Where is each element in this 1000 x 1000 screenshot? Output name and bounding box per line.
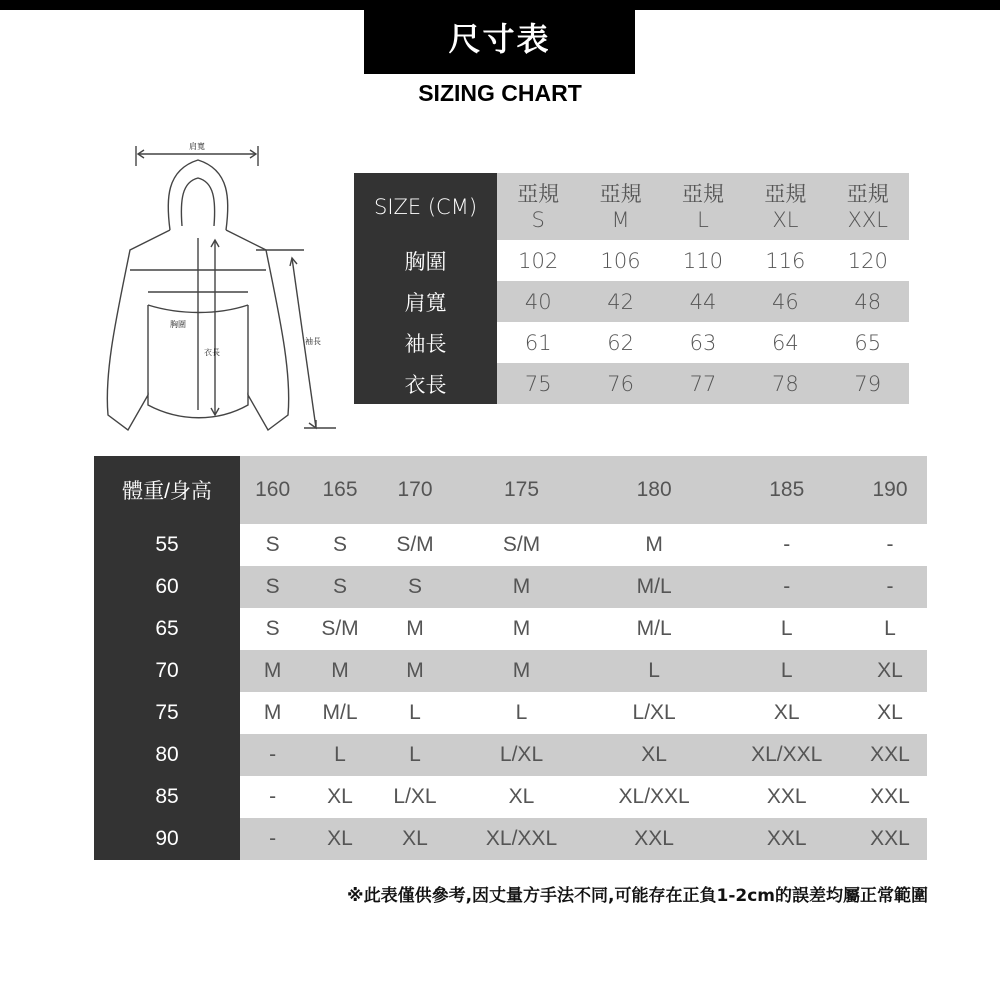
table-cell: 44 xyxy=(662,281,744,322)
size-column-header: 亞規 XL xyxy=(744,173,826,240)
table-cell: 79 xyxy=(827,363,909,404)
table-cell: XL/XXL xyxy=(720,734,853,776)
table-row xyxy=(354,240,909,281)
table-cell: M/L xyxy=(588,566,721,608)
table-cell: XL xyxy=(508,785,535,808)
table-cell: 110 xyxy=(682,248,724,273)
table-cell: S/M xyxy=(321,617,359,640)
table-cell: 76 xyxy=(579,363,661,404)
table-cell: M/L xyxy=(322,701,358,724)
table-cell: 102 xyxy=(518,248,559,273)
weight-label: 55 xyxy=(94,524,240,566)
row-label: 衣長 xyxy=(354,363,497,404)
table-cell: M xyxy=(305,650,375,692)
table-cell: XL/XXL xyxy=(618,785,690,808)
fit-guide-table xyxy=(94,456,927,860)
table-cell: XXL xyxy=(853,818,927,860)
table-cell: L xyxy=(409,701,421,724)
table-cell: - xyxy=(720,566,853,608)
table-cell: - xyxy=(240,818,305,860)
table-row xyxy=(94,566,927,608)
height-header: 175 xyxy=(455,456,588,524)
height-header: 190 xyxy=(853,456,927,524)
chest-label: 胸圍 xyxy=(170,320,186,329)
shoulder-label: 肩寬 xyxy=(189,142,205,151)
table-row xyxy=(94,524,927,566)
table-cell: M xyxy=(512,617,531,640)
length-label: 衣長 xyxy=(204,348,220,357)
table-cell: 106 xyxy=(600,248,641,273)
table-cell: XXL xyxy=(870,785,910,808)
table-cell: M xyxy=(455,566,588,608)
table-row xyxy=(354,363,909,404)
size-header-row xyxy=(354,173,909,240)
table-cell: - xyxy=(886,533,894,556)
table-cell: 120 xyxy=(847,248,888,273)
table-cell: XL xyxy=(877,701,903,724)
weight-label: 90 xyxy=(94,818,240,860)
table-cell: XL xyxy=(773,701,800,724)
table-cell: XXL xyxy=(766,785,807,808)
table-cell: S xyxy=(265,617,280,640)
table-cell: 63 xyxy=(689,330,717,355)
table-row xyxy=(354,281,909,322)
table-cell: - xyxy=(783,533,791,556)
fit-corner-cell: 體重/身高 xyxy=(94,456,240,524)
table-cell: XXL xyxy=(853,734,927,776)
weight-label: 85 xyxy=(94,776,240,818)
table-cell: L xyxy=(884,617,896,640)
table-cell: - xyxy=(269,785,277,808)
table-row xyxy=(94,692,927,734)
height-header: 160 xyxy=(240,456,305,524)
jacket-diagram xyxy=(90,130,340,440)
table-cell: 62 xyxy=(607,330,634,355)
table-cell: 77 xyxy=(662,363,744,404)
table-cell: L xyxy=(515,701,528,724)
size-column-header: 亞規 M xyxy=(579,173,661,240)
weight-label: 70 xyxy=(94,650,240,692)
table-row xyxy=(94,776,927,818)
table-row xyxy=(94,608,927,650)
table-cell: XL xyxy=(375,818,455,860)
table-cell: M xyxy=(455,650,588,692)
table-cell: L xyxy=(588,650,721,692)
table-cell: 75 xyxy=(497,363,579,404)
table-row xyxy=(94,818,927,860)
page-subtitle: SIZING CHART xyxy=(418,80,582,106)
table-cell: 78 xyxy=(744,363,826,404)
table-cell: S xyxy=(375,566,455,608)
table-cell: S xyxy=(333,533,348,556)
height-header: 180 xyxy=(588,456,721,524)
table-cell: M xyxy=(240,650,305,692)
table-cell: 40 xyxy=(497,281,579,322)
table-row xyxy=(354,322,909,363)
table-cell: 42 xyxy=(579,281,661,322)
table-cell: S xyxy=(240,566,305,608)
table-cell: 46 xyxy=(744,281,826,322)
table-cell: M/L xyxy=(636,617,672,640)
table-cell: M xyxy=(406,617,424,640)
table-cell: M xyxy=(263,701,282,724)
table-cell: L xyxy=(720,650,853,692)
weight-label: 80 xyxy=(94,734,240,776)
table-cell: S/M xyxy=(396,533,434,556)
height-header: 170 xyxy=(375,456,455,524)
weight-label: 65 xyxy=(94,608,240,650)
table-cell: 48 xyxy=(827,281,909,322)
table-cell: M xyxy=(645,533,663,556)
size-corner-cell: SIZE (CM) xyxy=(354,173,497,240)
table-row xyxy=(94,650,927,692)
weight-label: 75 xyxy=(94,692,240,734)
table-row xyxy=(94,734,927,776)
table-cell: XL xyxy=(327,785,353,808)
row-label: 肩寬 xyxy=(354,281,497,322)
footnote: ※此表僅供參考,因丈量方手法不同,可能存在正負1-2cm的誤差均屬正常範圍 xyxy=(347,886,928,906)
height-header: 165 xyxy=(305,456,375,524)
weight-label: 60 xyxy=(94,566,240,608)
table-cell: L xyxy=(780,617,793,640)
table-cell: - xyxy=(240,734,305,776)
sleeve-label: 袖長 xyxy=(305,337,321,346)
size-column-header: 亞規 S xyxy=(497,173,579,240)
size-column-header: 亞規 L xyxy=(662,173,744,240)
table-cell: L/XL xyxy=(632,701,676,724)
table-cell: S xyxy=(305,566,375,608)
height-header: 185 xyxy=(720,456,853,524)
table-cell: XL/XXL xyxy=(455,818,588,860)
table-cell: XL xyxy=(853,650,927,692)
table-cell: 61 xyxy=(524,330,552,355)
table-cell: L xyxy=(305,734,375,776)
page-title: 尺寸表 xyxy=(364,0,635,74)
size-measurement-table xyxy=(354,173,909,404)
table-cell: 116 xyxy=(765,248,806,273)
table-cell: S xyxy=(265,533,280,556)
table-cell: L/XL xyxy=(455,734,588,776)
table-cell: L/XL xyxy=(393,785,437,808)
table-cell: M xyxy=(375,650,455,692)
table-cell: 64 xyxy=(772,330,799,355)
size-column-header: 亞規 XXL xyxy=(827,173,909,240)
table-cell: XL xyxy=(588,734,721,776)
table-cell: XXL xyxy=(720,818,853,860)
table-cell: 65 xyxy=(854,330,882,355)
height-header-row xyxy=(94,456,927,524)
table-cell: - xyxy=(853,566,927,608)
table-cell: XXL xyxy=(588,818,721,860)
row-label: 胸圍 xyxy=(354,240,497,281)
table-cell: S/M xyxy=(502,533,541,556)
row-label: 袖長 xyxy=(354,322,497,363)
table-cell: L xyxy=(375,734,455,776)
table-cell: XL xyxy=(305,818,375,860)
